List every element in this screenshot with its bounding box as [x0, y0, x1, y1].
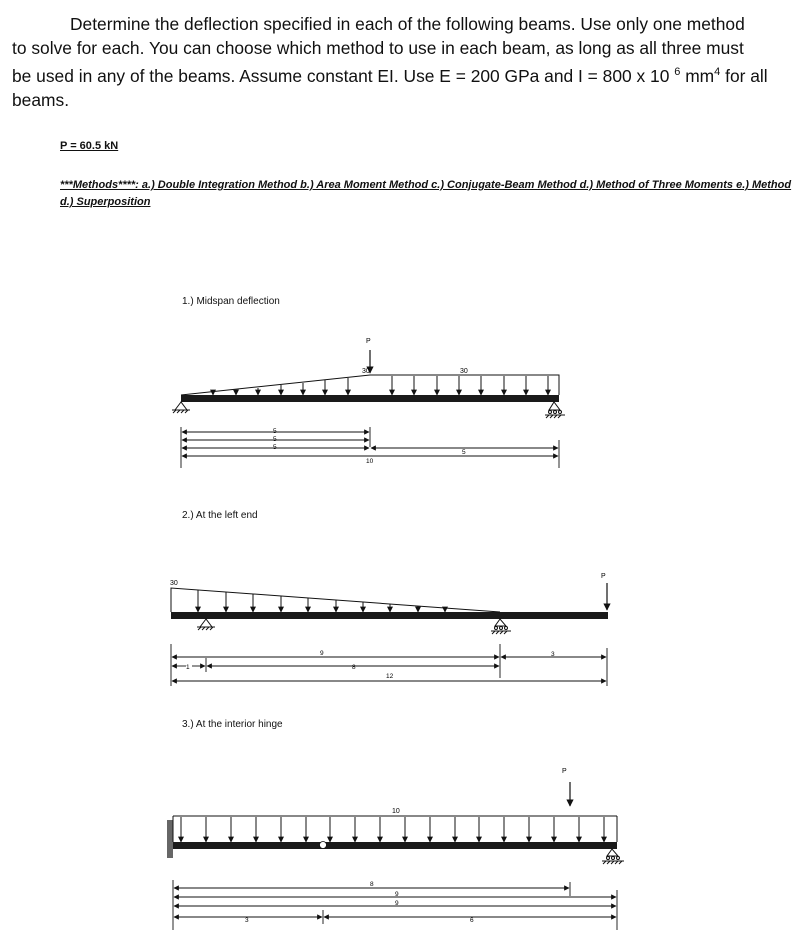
intro-line-3c: for all — [720, 65, 768, 86]
beam1-diagram — [172, 338, 565, 468]
methods-list: ***Methods****: a.) Double Integration Method b.) Area Moment Method c.) Conjugate-Beam Method d.) Method of Three Moments e.) Method d.) Superposition — [60, 179, 792, 208]
beam2-load-arrows — [198, 590, 445, 612]
beam1-dim-4: 10 — [366, 458, 374, 465]
beam3-w-label: 10 — [392, 808, 400, 815]
beam2-w-left: 30 — [170, 580, 178, 587]
beam1-load-label: P — [366, 338, 371, 345]
beam3-fixed-wall — [167, 820, 173, 858]
beam2-caption: 2.) At the left end — [182, 510, 258, 521]
beam2-dim-2: 9 — [320, 650, 324, 657]
beam3-dim-1: 8 — [370, 881, 374, 888]
beam3-roller-support — [602, 849, 624, 864]
beam3-beam — [173, 842, 617, 849]
beam1-pin-support — [172, 402, 190, 413]
beam1-dim-3: 5 — [273, 444, 277, 451]
intro-line-3b: mm — [680, 65, 715, 86]
beam2-dim-1: 1 — [186, 664, 190, 671]
beam3-interior-hinge — [320, 842, 327, 849]
p-value: P = 60.5 kN — [60, 140, 119, 152]
beam2-beam — [171, 612, 608, 619]
intro-line-1: Determine the deflection specified in each of the following beams. Use only one method — [70, 14, 745, 34]
beam2-dim-5: 3 — [551, 651, 555, 658]
beam2-pin-support — [197, 619, 215, 630]
beam2-dim-3: 8 — [352, 664, 356, 671]
exponent-4: 4 — [714, 66, 721, 78]
beam1-w-right: 30 — [460, 368, 468, 375]
beam3-dim-3: 9 — [395, 900, 399, 907]
beam3-caption: 3.) At the interior hinge — [182, 719, 283, 730]
beam1-load-arrows — [213, 376, 548, 395]
beam1-dim-2: 5 — [273, 436, 277, 443]
beam3-dim-2: 9 — [395, 891, 399, 898]
intro-line-2: to solve for each. You can choose which method to use in each beam, as long as all three must — [12, 38, 744, 58]
beam2-roller-support — [491, 619, 511, 634]
beam2-dim-4: 12 — [386, 673, 394, 680]
beam1-load-outline — [181, 375, 559, 395]
beam1-caption: 1.) Midspan deflection — [182, 296, 280, 307]
beam1-dim-5: 5 — [462, 449, 466, 456]
beam1-dim-1: 5 — [273, 428, 277, 435]
beam3-dim-4: 3 — [245, 917, 249, 924]
beam1-beam — [181, 395, 559, 402]
beam3-diagram — [167, 768, 624, 930]
beam1-roller-support — [545, 402, 565, 418]
beam3-load-arrows — [181, 817, 604, 842]
beam2-diagram — [170, 573, 608, 686]
beam3-load-label: P — [562, 768, 567, 775]
beam3-dim-5: 6 — [470, 917, 474, 924]
beam2-load-label: P — [601, 573, 606, 580]
intro-line-4: beams. — [12, 89, 70, 110]
intro-line-3a: be used in any of the beams. Assume constant EI. Use E = 200 GPa and I = 800 x 10 — [12, 65, 675, 86]
beam1-w-left: 30 — [362, 368, 370, 375]
exponent-6: 6 — [674, 66, 681, 78]
